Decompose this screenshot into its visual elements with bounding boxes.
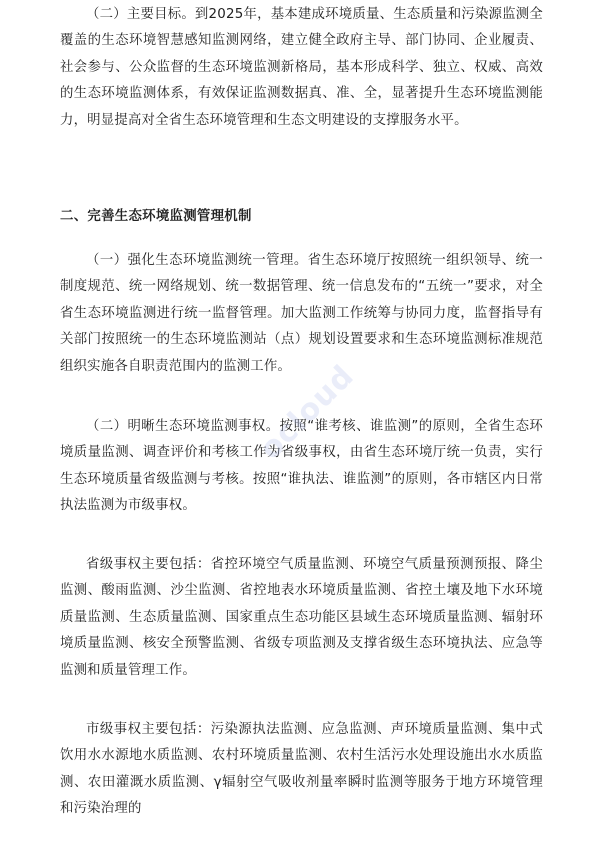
paragraph-main-goals: （二）主要目标。到2025年，基本建成环境质量、生态质量和污染源监测全覆盖的生态环境智慧感知监测网络，建立健全政府主导、部门协同、企业履责、社会参与、公众监督的生态环境监测新格局，基本形成科学、独立、权威、高效的生态环境监测体系，有效保证监测数据真、准、全，显著提升生态环境监测能力，明显提高对全省生态环境管理和生态文明建设的支撑服务水平。 (60, 7, 543, 128)
paragraph-monitoring-authority: （二）明晰生态环境监测事权。按照“谁考核、谁监测”的原则，全省生态环境质量监测、调查评价和考核工作为省级事权，由省生态环境厅统一负责，实行生态环境质量省级监测与考核。按照“谁执法、谁监测”的原则，各市辖区内日常执法监测为市级事权。 (60, 419, 543, 514)
paragraph-unified-management: （一）强化生态环境监测统一管理。省生态环境厅按照统一组织领导、统一制度规范、统一网络规划、统一数据管理、统一信息发布的“五统一”要求，对全省生态环境监测进行统一监督管理。加大监测工作统筹与协同力度，监督指导有关部门按照统一的生态环境监测站（点）规划设置要求和生态环境监测标准规范组织实施各自职责范围内的监测工作。 (60, 253, 543, 374)
watermark: ocloud (252, 358, 362, 467)
paragraph-provincial-authority: 省级事权主要包括：省控环境空气质量监测、环境空气质量预测预报、降尘监测、酸雨监测、沙尘监测、省控地表水环境质量监测、省控土壤及地下水环境质量监测、生态质量监测、国家重点生态功能区县域生态环境质量监测、辐射环境质量监测、核安全预警监测、省级专项监测及支撑省级生态环境执法、应急等监测和质量管理工作。 (60, 557, 543, 678)
paragraph-municipal-authority: 市级事权主要包括：污染源执法监测、应急监测、声环境质量监测、集中式饮用水水源地水质监测、农村环境质量监测、农村生活污水处理设施出水水质监测、农田灌溉水质监测、γ辐射空气吸收剂量率瞬时监测等服务于地方环境管理和污染治理的 (60, 722, 543, 817)
section-heading-monitoring-mechanism: 二、完善生态环境监测管理机制 (60, 209, 252, 224)
